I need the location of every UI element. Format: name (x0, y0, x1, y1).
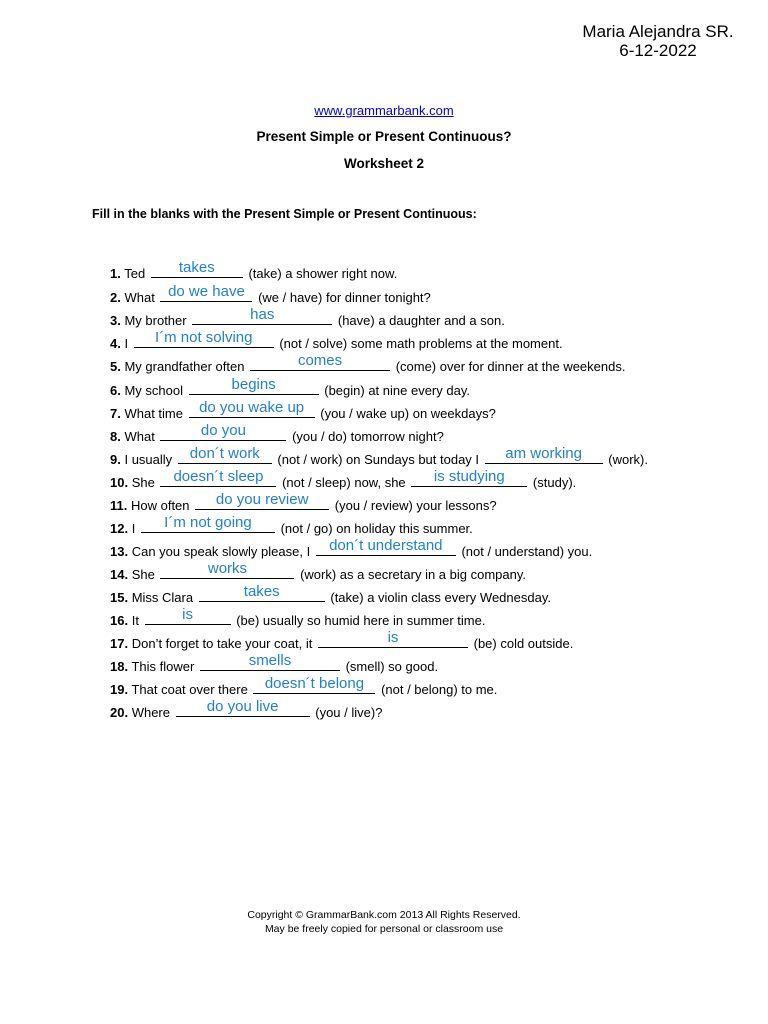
item-text: I (124, 336, 129, 351)
item-text: I usually (124, 452, 173, 467)
item-text: What (124, 290, 155, 305)
exercise-item (110, 259, 398, 281)
item-text: (be) cold outside. (473, 636, 574, 651)
item-number: 18. (110, 659, 129, 674)
handwritten-answer: is studying (433, 468, 505, 485)
item-text: (take) a violin class every Wednesday. (330, 590, 551, 605)
exercise-item (110, 329, 563, 351)
answer-blank[interactable] (141, 514, 275, 533)
item-text: (not / understand) you. (461, 544, 593, 559)
item-number: 14. (110, 567, 129, 582)
item-text: She (131, 475, 155, 490)
exercise-item (110, 606, 486, 628)
site-link[interactable]: www.grammarbank.com (314, 103, 454, 118)
item-text: My brother (124, 313, 187, 328)
exercise-item (110, 560, 526, 582)
item-text: She (131, 567, 155, 582)
answer-blank[interactable] (178, 445, 272, 464)
answer-blank[interactable] (160, 422, 286, 441)
item-text: (begin) at nine every day. (324, 383, 470, 398)
answer-blank[interactable] (160, 468, 276, 487)
item-text: (you / do) tomorrow night? (292, 429, 444, 444)
handwritten-answer: do you wake up (199, 399, 305, 416)
answer-blank[interactable] (485, 445, 603, 464)
handwritten-answer: do you (200, 422, 246, 439)
answer-blank[interactable] (134, 329, 274, 348)
item-text: (not / work) on Sundays but today I (277, 452, 480, 467)
handwritten-answer: works (207, 560, 248, 577)
answer-blank[interactable] (411, 468, 527, 487)
item-number: 1. (110, 266, 121, 281)
item-text: (study). (532, 475, 577, 490)
item-text: (you / live)? (315, 705, 383, 720)
exercise-item (110, 514, 473, 536)
item-text: Can you speak slowly please, I (131, 544, 311, 559)
item-text: Miss Clara (131, 590, 194, 605)
answer-blank[interactable] (250, 352, 390, 371)
exercise-item (110, 445, 648, 467)
item-text: (we / have) for dinner tonight? (258, 290, 431, 305)
exercise-item (110, 306, 505, 328)
item-text: (work) as a secretary in a big company. (300, 567, 526, 582)
exercise-item (110, 422, 444, 444)
item-number: 8. (110, 429, 121, 444)
worksheet-subtitle: Worksheet 2 (343, 156, 425, 171)
handwritten-answer: do you live (206, 698, 279, 715)
handwritten-answer: takes (178, 259, 215, 276)
handwritten-answer: begins (231, 376, 276, 393)
answer-blank[interactable] (160, 283, 252, 302)
item-number: 9. (110, 452, 121, 467)
item-number: 13. (110, 544, 129, 559)
item-number: 17. (110, 636, 129, 651)
exercise-item (110, 652, 439, 674)
exercise-item (110, 698, 383, 720)
handwritten-answer: smells (248, 652, 292, 669)
answer-blank[interactable] (189, 376, 319, 395)
handwritten-answer: is (387, 629, 399, 646)
answer-blank[interactable] (151, 259, 243, 278)
item-text: This flower (131, 659, 195, 674)
item-number: 19. (110, 682, 129, 697)
item-number: 15. (110, 590, 129, 605)
item-number: 5. (110, 359, 121, 374)
handwritten-answer: doesn´t belong (264, 675, 365, 692)
answer-blank[interactable] (200, 652, 340, 671)
item-text: What time (124, 406, 183, 421)
item-text: How often (130, 498, 190, 513)
handwritten-answer: has (250, 306, 275, 323)
usage-line: May be freely copied for personal or classroom use (264, 923, 504, 935)
handwritten-answer: I´m not solving (154, 329, 253, 346)
answer-blank[interactable] (316, 537, 456, 556)
item-number: 6. (110, 383, 121, 398)
item-number: 3. (110, 313, 121, 328)
item-number: 7. (110, 406, 121, 421)
exercise-item (110, 491, 497, 513)
item-text: (you / wake up) on weekdays? (320, 406, 496, 421)
item-text: My grandfather often (124, 359, 245, 374)
handwritten-answer: do we have (168, 283, 245, 300)
exercise-item (110, 537, 593, 559)
item-text: Don’t forget to take your coat, it (131, 636, 313, 651)
item-number: 10. (110, 475, 129, 490)
exercise-item (110, 583, 551, 605)
item-number: 11. (110, 498, 128, 513)
answer-blank[interactable] (192, 306, 332, 325)
exercise-item (110, 376, 470, 398)
handwritten-answer: don´t understand (329, 537, 443, 554)
item-text: (work). (608, 452, 648, 467)
item-number: 12. (110, 521, 129, 536)
item-text: My school (124, 383, 183, 398)
item-number: 4. (110, 336, 121, 351)
copyright-line: Copyright © GrammarBank.com 2013 All Rights Reserved. (247, 909, 521, 921)
item-text: Where (131, 705, 170, 720)
item-number: 20. (110, 705, 129, 720)
worksheet-title: Present Simple or Present Continuous? (256, 129, 512, 144)
item-text: (not / solve) some math problems at the moment. (279, 336, 563, 351)
answer-blank[interactable] (160, 560, 294, 579)
handwritten-answer: takes (243, 583, 280, 600)
answer-blank[interactable] (318, 629, 468, 648)
answer-blank[interactable] (199, 583, 325, 602)
item-text: (come) over for dinner at the weekends. (395, 359, 626, 374)
answer-blank[interactable] (145, 606, 231, 625)
answer-blank[interactable] (253, 675, 375, 694)
student-name: Maria Alejandra SR. (582, 22, 734, 41)
copyright-footer (0, 908, 768, 936)
handwritten-answer: I´m not going (164, 514, 252, 531)
handwritten-answer: do you review (215, 491, 309, 508)
handwritten-answer: am working (505, 445, 582, 462)
item-text: It (131, 613, 139, 628)
item-text: That coat over there (131, 682, 248, 697)
answer-blank[interactable] (176, 698, 310, 717)
exercise-item (110, 675, 498, 697)
exercise-item (110, 399, 496, 421)
handwritten-answer: is (182, 606, 193, 623)
answer-blank[interactable] (195, 491, 329, 510)
item-text: (not / belong) to me. (381, 682, 498, 697)
item-text: (be) usually so humid here in summer time. (236, 613, 486, 628)
item-text: What (124, 429, 155, 444)
handwritten-answer: doesn´t sleep (173, 468, 264, 485)
handwritten-answer: don´t work (189, 445, 260, 462)
item-text: (smell) so good. (345, 659, 439, 674)
item-number: 16. (110, 613, 129, 628)
answer-blank[interactable] (189, 399, 315, 418)
item-text: (have) a daughter and a son. (337, 313, 505, 328)
exercise-item (110, 629, 574, 651)
exercise-item (110, 468, 577, 490)
exercise-item (110, 283, 431, 305)
item-text: (you / review) your lessons? (334, 498, 497, 513)
handwritten-answer: comes (297, 352, 343, 369)
instruction-text: Fill in the blanks with the Present Simple or Present Continuous: (92, 207, 477, 221)
item-text: (take) a shower right now. (248, 266, 398, 281)
item-text: Ted (124, 266, 146, 281)
item-text: (not / go) on holiday this summer. (280, 521, 473, 536)
student-name-block (540, 22, 768, 60)
item-text: I (131, 521, 136, 536)
item-number: 2. (110, 290, 121, 305)
exercise-item (110, 352, 626, 374)
item-text: (not / sleep) now, she (282, 475, 406, 490)
worksheet-date: 6-12-2022 (619, 41, 697, 60)
